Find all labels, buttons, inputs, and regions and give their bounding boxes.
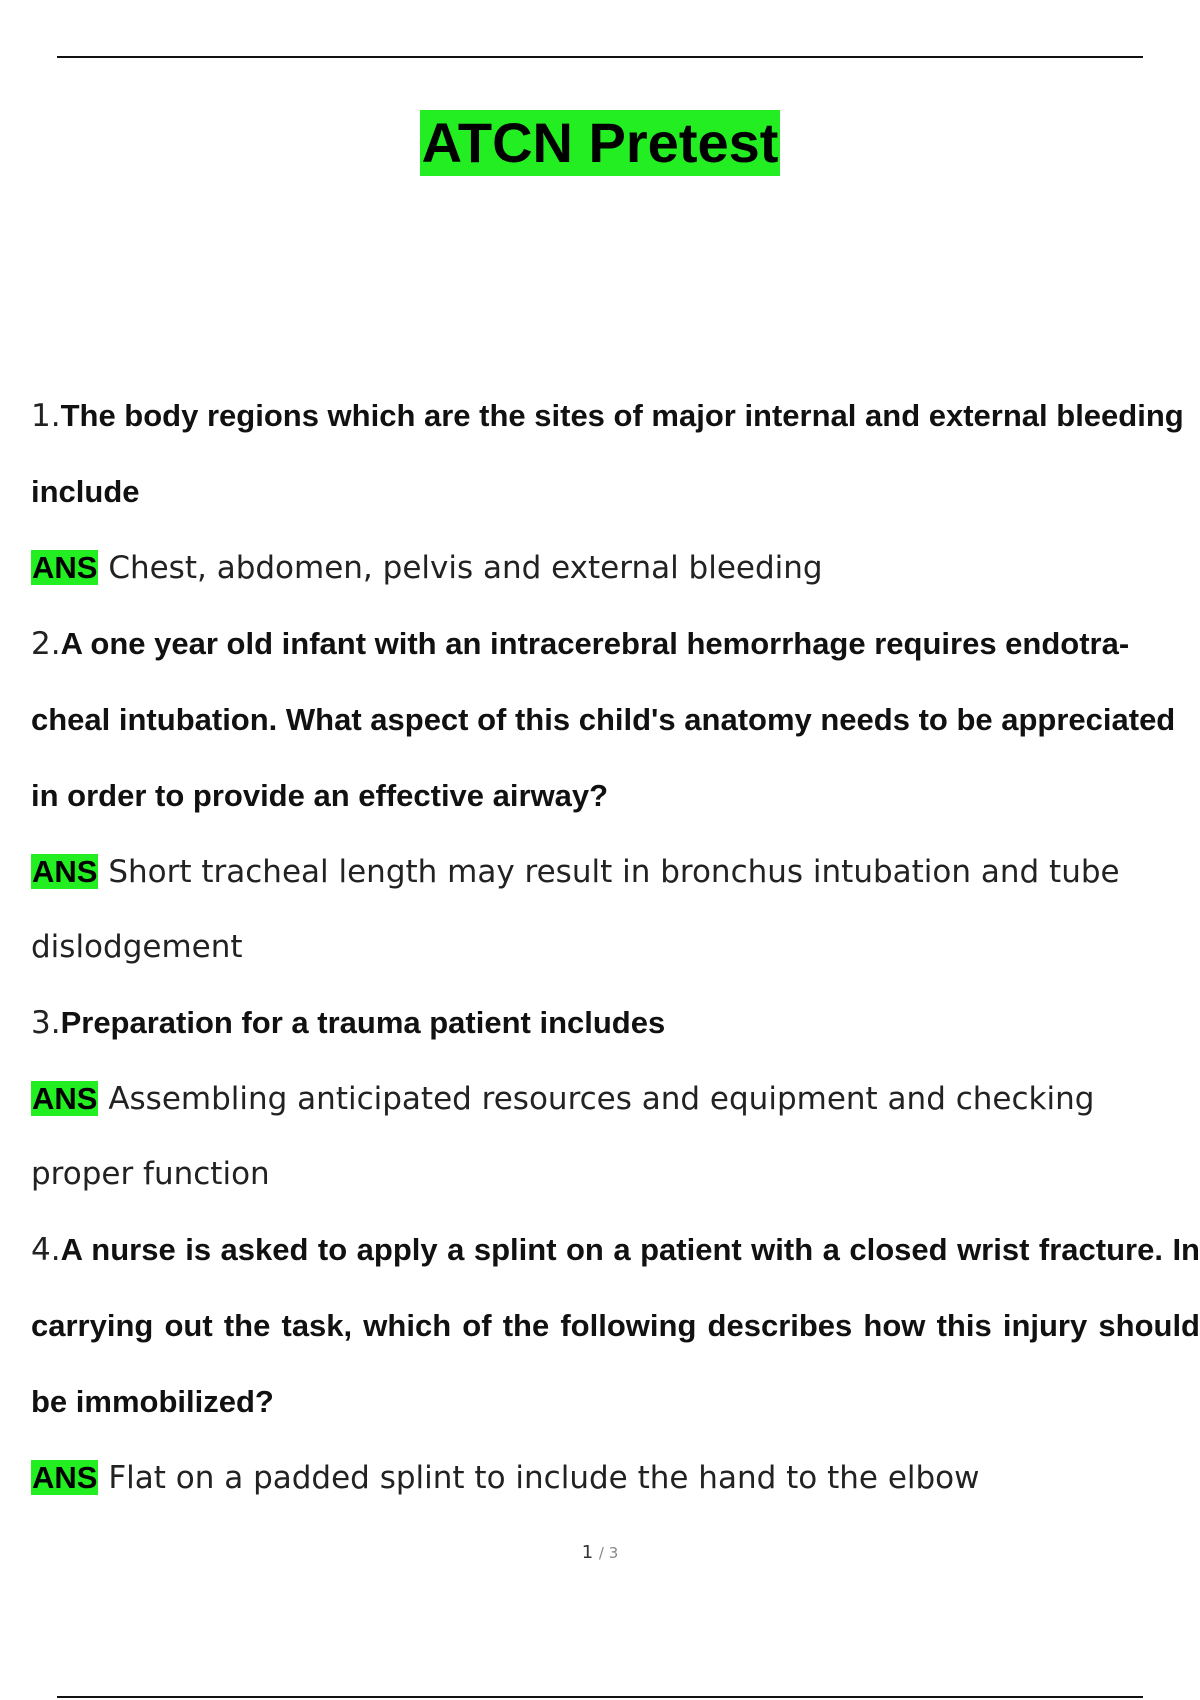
answer-text: Short tracheal length may result in bronchus intubation and tube dislodgement	[31, 854, 1120, 965]
question-number: 3.	[31, 1005, 61, 1041]
answer-label: ANS	[32, 550, 98, 585]
answer-text: Chest, abdomen, pelvis and external bleeding	[108, 550, 823, 586]
answer-text: Flat on a padded splint to include the hand to the elbow	[108, 1460, 980, 1496]
question	[31, 1212, 1200, 1440]
answer	[31, 834, 1200, 985]
page-current: 1	[581, 1542, 594, 1563]
bottom-rule	[57, 1696, 1143, 1698]
question	[31, 985, 1200, 1061]
answer-text: Assembling anticipated resources and equipment and checking proper function	[31, 1081, 1095, 1192]
answer-label: ANS	[32, 854, 98, 889]
question-text: The body regions which are the sites of major internal and external bleeding include	[31, 398, 1184, 509]
question	[31, 606, 1191, 834]
list-item	[31, 606, 1200, 985]
title-container	[0, 110, 1200, 176]
answer	[31, 530, 1200, 606]
question-number: 4.	[31, 1232, 61, 1268]
question-number: 2.	[31, 626, 61, 662]
list-item	[31, 1212, 1200, 1516]
answer	[31, 1061, 1200, 1212]
page-indicator	[0, 1542, 1200, 1563]
question-number: 1.	[31, 398, 61, 434]
page-title: ATCN Pretest	[421, 111, 779, 174]
answer-label: ANS	[32, 1460, 98, 1495]
answer-label: ANS	[32, 1081, 98, 1116]
list-item	[31, 985, 1200, 1212]
question-text: A one year old infant with an intracerebral hemorrhage requires endotra- cheal intubation. What aspect of this child's anatomy needs to be appreciated in order to provide an effective airway?	[31, 626, 1176, 813]
top-rule	[57, 56, 1143, 58]
question-text: A nurse is asked to apply a splint on a patient with a closed wrist fracture. In carrying out the task, which of the following describes how this injury should be immobilized?	[31, 1232, 1200, 1419]
question-text: Preparation for a trauma patient includes	[60, 1005, 666, 1040]
list-item	[31, 378, 1200, 606]
page-total: / 3	[598, 1544, 619, 1562]
question-list	[31, 378, 1200, 1516]
answer	[31, 1440, 1200, 1516]
question	[31, 378, 1200, 530]
